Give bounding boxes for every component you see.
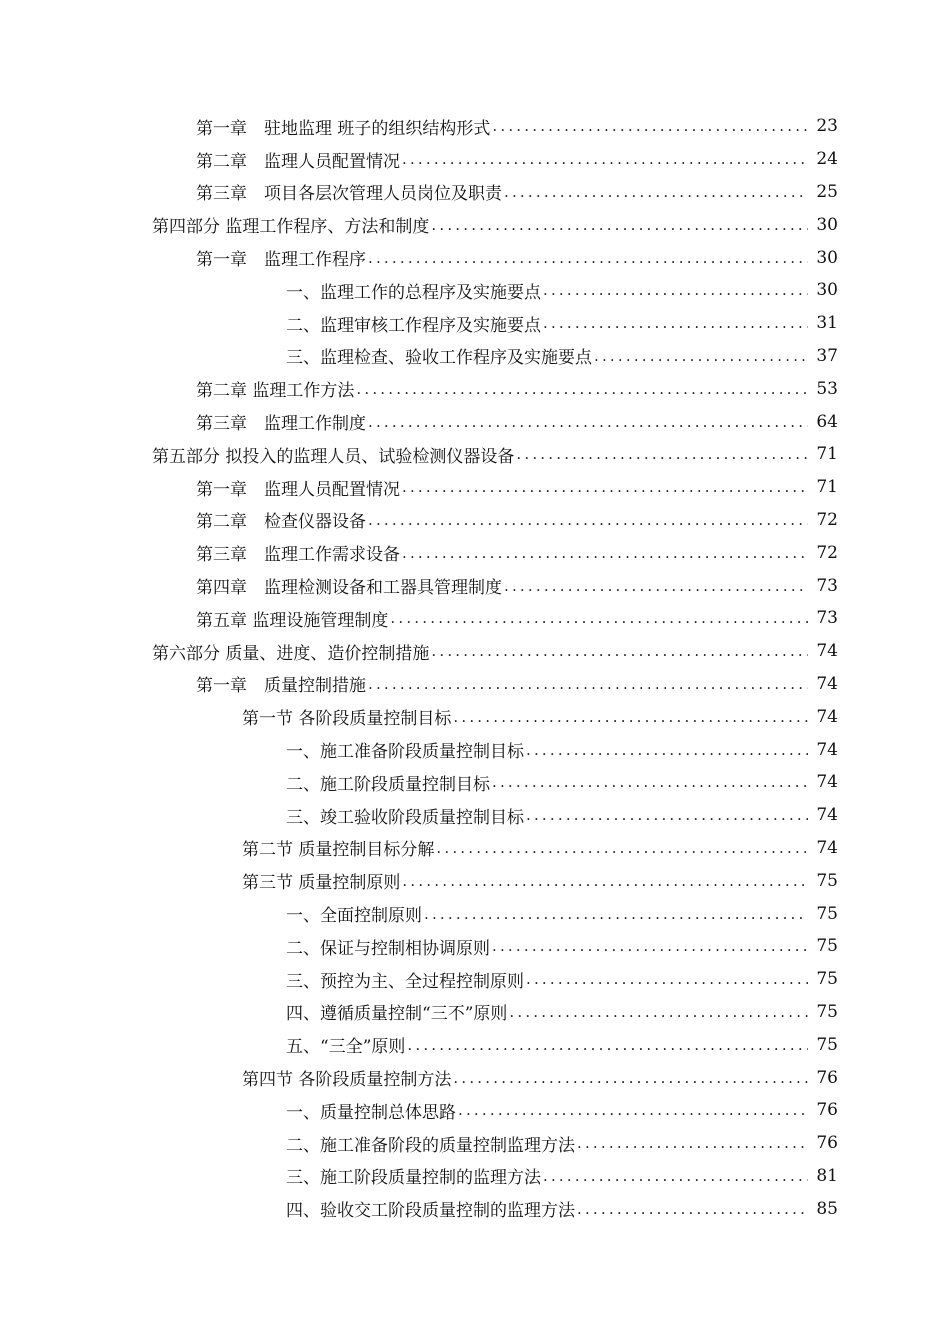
toc-entry[interactable] bbox=[0, 504, 950, 537]
toc-entry-page-number: 30 bbox=[816, 280, 838, 301]
toc-entry[interactable] bbox=[0, 668, 950, 701]
toc-entry-page-number: 75 bbox=[816, 903, 838, 924]
toc-entry[interactable] bbox=[0, 930, 950, 963]
toc-entry[interactable] bbox=[0, 438, 950, 471]
toc-entry[interactable] bbox=[0, 569, 950, 602]
toc-entry-page-number: 73 bbox=[816, 608, 838, 629]
toc-entry[interactable] bbox=[0, 897, 950, 930]
toc-entry[interactable] bbox=[0, 700, 950, 733]
toc-leader-dots bbox=[509, 1003, 808, 1021]
toc-entry[interactable] bbox=[0, 471, 950, 504]
toc-leader-dots bbox=[526, 970, 808, 988]
toc-entry[interactable] bbox=[0, 766, 950, 799]
toc-entry[interactable] bbox=[0, 274, 950, 307]
toc-leader-dots bbox=[368, 511, 808, 529]
toc-entry[interactable] bbox=[0, 1192, 950, 1225]
toc-entry-title: 一、全面控制原则 bbox=[286, 906, 422, 927]
toc-entry-title: 二、监理审核工作程序及实施要点 bbox=[286, 315, 541, 336]
toc-entry-page-number: 74 bbox=[816, 772, 838, 793]
toc-entry-page-number: 30 bbox=[816, 214, 838, 235]
toc-leader-dots bbox=[402, 872, 808, 890]
toc-entry-page-number: 74 bbox=[816, 641, 838, 662]
toc-entry-page-number: 72 bbox=[816, 509, 838, 530]
toc-entry-page-number: 75 bbox=[816, 1001, 838, 1022]
toc-entry[interactable] bbox=[0, 176, 950, 209]
toc-entry-title: 第三章 项目各层次管理人员岗位及职责 bbox=[196, 184, 502, 205]
toc-leader-dots bbox=[594, 347, 808, 365]
toc-entry-title: 三、竣工验收阶段质量控制目标 bbox=[286, 807, 524, 828]
toc-leader-dots bbox=[543, 314, 808, 332]
toc-entry-title: 四、验收交工阶段质量控制的监理方法 bbox=[286, 1201, 575, 1222]
toc-entry[interactable] bbox=[0, 1127, 950, 1160]
toc-entry-page-number: 73 bbox=[816, 575, 838, 596]
toc-entry-page-number: 74 bbox=[816, 739, 838, 760]
toc-leader-dots bbox=[458, 1101, 808, 1119]
toc-entry-title: 第一章 监理工作程序 bbox=[196, 250, 366, 271]
toc-leader-dots bbox=[526, 741, 808, 759]
toc-leader-dots bbox=[492, 937, 808, 955]
toc-leader-dots bbox=[543, 1167, 808, 1185]
toc-entry-title: 第二节 质量控制目标分解 bbox=[242, 840, 435, 861]
toc-entry[interactable] bbox=[0, 307, 950, 340]
toc-entry-page-number: 75 bbox=[816, 870, 838, 891]
toc-entry-page-number: 74 bbox=[816, 805, 838, 826]
toc-entry-title: 第一章 监理人员配置情况 bbox=[196, 479, 400, 500]
toc-entry-page-number: 76 bbox=[816, 1067, 838, 1088]
toc-entry-page-number: 30 bbox=[816, 247, 838, 268]
toc-entry[interactable] bbox=[0, 1061, 950, 1094]
toc-entry[interactable] bbox=[0, 208, 950, 241]
toc-leader-dots bbox=[368, 413, 808, 431]
toc-entry[interactable] bbox=[0, 405, 950, 438]
toc-entry-title: 二、施工准备阶段的质量控制监理方法 bbox=[286, 1135, 575, 1156]
toc-leader-dots bbox=[431, 642, 808, 660]
toc-entry-page-number: 81 bbox=[816, 1165, 838, 1186]
toc-entry-page-number: 85 bbox=[816, 1198, 838, 1219]
toc-leader-dots bbox=[390, 609, 808, 627]
toc-leader-dots bbox=[402, 478, 808, 496]
toc-leader-dots bbox=[368, 249, 808, 267]
toc-leader-dots bbox=[492, 773, 808, 791]
toc-entry-title: 第三节 质量控制原则 bbox=[242, 873, 401, 894]
toc-leader-dots bbox=[577, 1200, 808, 1218]
toc-entry[interactable] bbox=[0, 1094, 950, 1127]
toc-leader-dots bbox=[402, 544, 808, 562]
toc-entry[interactable] bbox=[0, 241, 950, 274]
toc-entry[interactable] bbox=[0, 143, 950, 176]
toc-entry-page-number: 76 bbox=[816, 1133, 838, 1154]
toc-entry[interactable] bbox=[0, 832, 950, 865]
toc-entry[interactable] bbox=[0, 635, 950, 668]
toc-entry-title: 第一节 各阶段质量控制目标 bbox=[242, 709, 452, 730]
toc-entry-page-number: 74 bbox=[816, 673, 838, 694]
toc-entry-page-number: 23 bbox=[816, 116, 838, 137]
toc-entry-title: 第四节 各阶段质量控制方法 bbox=[242, 1070, 452, 1090]
toc-entry-page-number: 71 bbox=[816, 444, 838, 465]
toc-entry[interactable] bbox=[0, 340, 950, 373]
toc-entry-page-number: 74 bbox=[816, 837, 838, 858]
toc-leader-dots bbox=[453, 1069, 808, 1087]
toc-entry-page-number: 71 bbox=[816, 477, 838, 498]
toc-entry-title: 第四章 监理检测设备和工器具管理制度 bbox=[196, 578, 502, 599]
toc-entry-title: 二、施工阶段质量控制目标 bbox=[286, 774, 490, 795]
toc-leader-dots bbox=[436, 839, 808, 857]
toc-entry[interactable] bbox=[0, 733, 950, 766]
toc-leader-dots bbox=[516, 445, 808, 463]
toc-entry-page-number: 75 bbox=[816, 1034, 838, 1055]
toc-entry-page-number: 74 bbox=[816, 706, 838, 727]
toc-entry[interactable] bbox=[0, 602, 950, 635]
toc-entry-title: 一、监理工作的总程序及实施要点 bbox=[286, 282, 541, 303]
toc-entry-title: 第二章 监理人员配置情况 bbox=[196, 151, 400, 172]
toc-leader-dots bbox=[543, 281, 808, 299]
toc-entry[interactable] bbox=[0, 1160, 950, 1193]
toc-leader-dots bbox=[577, 1134, 808, 1152]
toc-entry-title: 第六部分 质量、进度、造价控制措施 bbox=[152, 643, 430, 664]
toc-entry[interactable] bbox=[0, 963, 950, 996]
toc-entry-title: 第五部分 拟投入的监理人员、试验检测仪器设备 bbox=[152, 446, 515, 467]
toc-entry-title: 第三章 监理工作制度 bbox=[196, 414, 366, 435]
toc-leader-dots bbox=[504, 183, 808, 201]
toc-entry-page-number: 64 bbox=[816, 411, 838, 432]
toc-entry[interactable] bbox=[0, 996, 950, 1029]
toc-entry[interactable] bbox=[0, 799, 950, 832]
toc-entry-page-number: 53 bbox=[816, 378, 838, 399]
toc-leader-dots bbox=[526, 806, 808, 824]
toc-entry[interactable] bbox=[0, 1028, 950, 1061]
toc-entry-page-number: 31 bbox=[816, 313, 838, 334]
table-of-contents bbox=[0, 110, 950, 1225]
toc-entry-page-number: 25 bbox=[816, 181, 838, 202]
toc-entry-title: 第一章 驻地监理 班子的组织结构形式 bbox=[196, 118, 491, 139]
toc-entry-page-number: 75 bbox=[816, 969, 838, 990]
toc-leader-dots bbox=[492, 117, 808, 135]
toc-entry[interactable] bbox=[0, 372, 950, 405]
toc-entry[interactable] bbox=[0, 864, 950, 897]
toc-leader-dots bbox=[504, 577, 808, 595]
toc-leader-dots bbox=[453, 708, 808, 726]
toc-entry-title: 四、遵循质量控制“三不”原则 bbox=[286, 1004, 508, 1025]
toc-entry[interactable] bbox=[0, 110, 950, 143]
toc-entry-title: 一、质量控制总体思路 bbox=[286, 1102, 456, 1123]
toc-leader-dots bbox=[368, 675, 808, 693]
toc-entry-title: 三、施工阶段质量控制的监理方法 bbox=[286, 1168, 541, 1189]
toc-entry-page-number: 72 bbox=[816, 542, 838, 563]
toc-entry-page-number: 37 bbox=[816, 345, 838, 366]
toc-entry-title: 第二章 检查仪器设备 bbox=[196, 512, 366, 533]
toc-entry-title: 第五章 监理设施管理制度 bbox=[196, 610, 389, 631]
toc-entry-title: 五、“三全”原则 bbox=[286, 1037, 406, 1058]
toc-entry-title: 第一章 质量控制措施 bbox=[196, 676, 366, 697]
toc-entry-title: 一、施工准备阶段质量控制目标 bbox=[286, 742, 524, 763]
toc-leader-dots bbox=[431, 216, 808, 234]
toc-entry-title: 三、预控为主、全过程控制原则 bbox=[286, 971, 524, 992]
toc-entry-title: 第二章 监理工作方法 bbox=[196, 381, 355, 402]
toc-entry-title: 三、监理检查、验收工作程序及实施要点 bbox=[286, 348, 592, 369]
toc-entry-page-number: 75 bbox=[816, 936, 838, 957]
toc-entry[interactable] bbox=[0, 536, 950, 569]
toc-entry-page-number: 24 bbox=[816, 149, 838, 170]
toc-entry-page-number: 76 bbox=[816, 1100, 838, 1121]
toc-leader-dots bbox=[402, 150, 808, 168]
toc-entry-title: 第四部分 监理工作程序、方法和制度 bbox=[152, 217, 430, 238]
toc-entry-title: 二、保证与控制相协调原则 bbox=[286, 938, 490, 959]
toc-leader-dots bbox=[407, 1036, 808, 1054]
toc-leader-dots bbox=[356, 380, 808, 398]
toc-entry-title: 第三章 监理工作需求设备 bbox=[196, 545, 400, 566]
toc-leader-dots bbox=[424, 905, 808, 923]
